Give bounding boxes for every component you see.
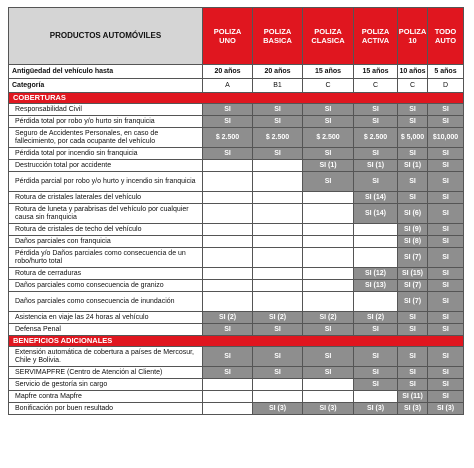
coverage-cell: SI — [428, 379, 464, 391]
row-label: Mapfre contra Mapfre — [9, 391, 203, 403]
coverage-cell: SI — [253, 347, 303, 367]
table-title: PRODUCTOS AUTOMÓVILES — [9, 8, 203, 65]
column-header-line: CLASICA — [311, 36, 345, 45]
coverage-cell: SI (3) — [303, 403, 354, 415]
empty-cell — [303, 280, 354, 292]
row-label: Servicio de gestoría sin cargo — [9, 379, 203, 391]
category-row — [9, 79, 464, 93]
table-row — [9, 236, 464, 248]
empty-cell — [253, 280, 303, 292]
coverage-cell: SI — [303, 104, 354, 116]
coverage-cell: SI (12) — [354, 268, 398, 280]
table-row — [9, 403, 464, 415]
coverage-cell: SI (3) — [398, 403, 428, 415]
empty-cell — [203, 268, 253, 280]
empty-cell — [203, 379, 253, 391]
coverage-cell: SI — [354, 172, 398, 192]
coverage-cell: SI — [303, 116, 354, 128]
coverage-cell: $ 2.500 — [354, 128, 398, 148]
coverage-cell: SI — [428, 367, 464, 379]
row-label: Daños parciales con franquicia — [9, 236, 203, 248]
coverage-cell: SI — [428, 292, 464, 312]
column-header-line: POLIZA — [263, 27, 292, 36]
empty-cell — [253, 172, 303, 192]
empty-cell — [253, 268, 303, 280]
coverage-cell: SI — [354, 324, 398, 336]
empty-cell — [303, 268, 354, 280]
empty-cell — [253, 292, 303, 312]
column-header-line: POLIZA — [213, 27, 242, 36]
empty-cell — [253, 379, 303, 391]
coverage-cell: SI — [428, 204, 464, 224]
age-value: 10 años — [398, 65, 428, 79]
coverage-cell: SI (1) — [303, 160, 354, 172]
table-row — [9, 160, 464, 172]
coverage-cell: SI — [203, 148, 253, 160]
coverage-cell: SI (2) — [203, 312, 253, 324]
coverage-cell: SI (13) — [354, 280, 398, 292]
column-header-poliza-uno — [203, 8, 253, 65]
column-header-poliza-10 — [398, 8, 428, 65]
empty-cell — [203, 280, 253, 292]
coverage-cell: SI — [428, 312, 464, 324]
table-row — [9, 104, 464, 116]
coverage-cell: SI (7) — [398, 280, 428, 292]
age-value: 20 años — [203, 65, 253, 79]
coverage-cell: $ 2.500 — [203, 128, 253, 148]
coverage-cell: SI — [398, 116, 428, 128]
coverage-cell: SI — [428, 347, 464, 367]
empty-cell — [253, 236, 303, 248]
table-row — [9, 347, 464, 367]
row-label: Daños parciales como consecuencia de granizo — [9, 280, 203, 292]
coverage-cell: SI — [428, 280, 464, 292]
age-value: 15 años — [354, 65, 398, 79]
section-header — [9, 336, 464, 347]
coverage-cell: SI — [428, 160, 464, 172]
table-row — [9, 292, 464, 312]
row-label: Bonificación por buen resultado — [9, 403, 203, 415]
coverage-cell: SI (14) — [354, 204, 398, 224]
coverage-cell: SI — [398, 172, 428, 192]
coverage-cell: SI (1) — [354, 160, 398, 172]
empty-cell — [203, 160, 253, 172]
column-header-line: TODO — [434, 27, 457, 36]
empty-cell — [203, 292, 253, 312]
coverage-cell: SI (7) — [398, 292, 428, 312]
column-header-line: BASICA — [263, 36, 292, 45]
coverage-cell: SI — [428, 224, 464, 236]
coverage-cell: $ 2.500 — [253, 128, 303, 148]
category-value: C — [303, 79, 354, 93]
coverage-cell: SI (9) — [398, 224, 428, 236]
empty-cell — [354, 292, 398, 312]
coverage-cell: SI — [398, 379, 428, 391]
empty-cell — [303, 224, 354, 236]
coverage-cell: SI (1) — [398, 160, 428, 172]
column-header-poliza-clasica — [303, 8, 354, 65]
empty-cell — [354, 224, 398, 236]
coverage-cell: SI — [354, 367, 398, 379]
empty-cell — [354, 248, 398, 268]
products-comparison-table-container — [8, 7, 464, 415]
coverage-cell: SI — [203, 324, 253, 336]
category-value: C — [354, 79, 398, 93]
column-header-line: 10 — [408, 36, 417, 45]
age-row-label: Antigüedad del vehículo hasta — [9, 65, 203, 79]
coverage-cell: SI — [203, 347, 253, 367]
row-label: Pérdida total por incendio sin franquicia — [9, 148, 203, 160]
coverage-cell: SI — [354, 148, 398, 160]
coverage-cell: $ 5,000 — [398, 128, 428, 148]
table-row — [9, 268, 464, 280]
coverage-cell: SI — [428, 324, 464, 336]
coverage-cell: SI — [354, 104, 398, 116]
row-label: Pérdida y/o Daños parciales como consecuencia de un robo/hurto total — [9, 248, 203, 268]
coverage-cell: SI — [303, 148, 354, 160]
empty-cell — [253, 391, 303, 403]
coverage-cell: SI — [253, 116, 303, 128]
coverage-cell: SI — [398, 312, 428, 324]
coverage-cell: SI — [303, 172, 354, 192]
row-label: Extensión automática de cobertura a países de Mercosur, Chile y Bolivia. — [9, 347, 203, 367]
coverage-cell: SI — [428, 172, 464, 192]
column-header-poliza-basica — [253, 8, 303, 65]
empty-cell — [253, 160, 303, 172]
coverage-cell: SI (6) — [398, 204, 428, 224]
coverage-cell: SI — [428, 236, 464, 248]
empty-cell — [303, 391, 354, 403]
empty-cell — [203, 172, 253, 192]
coverage-cell: SI — [428, 104, 464, 116]
coverage-cell: SI — [428, 391, 464, 403]
coverage-cell: SI — [354, 347, 398, 367]
empty-cell — [253, 204, 303, 224]
coverage-cell: SI — [398, 324, 428, 336]
row-label: Rotura de cristales de techo del vehículo — [9, 224, 203, 236]
coverage-cell: SI — [398, 347, 428, 367]
row-label: Asistencia en viaje las 24 horas al vehículo — [9, 312, 203, 324]
coverage-cell: SI — [428, 116, 464, 128]
column-header-line: POLIZA — [314, 27, 342, 36]
table-row — [9, 172, 464, 192]
table-row — [9, 192, 464, 204]
table-row — [9, 324, 464, 336]
row-label: Daños parciales como consecuencia de inundación — [9, 292, 203, 312]
empty-cell — [303, 192, 354, 204]
empty-cell — [303, 292, 354, 312]
coverage-cell: SI — [428, 248, 464, 268]
row-label: Pérdida parcial por robo y/o hurto y incendio sin franquicia — [9, 172, 203, 192]
row-label: Rotura de luneta y parabrisas del vehículo por cualquier causa sin franquicia — [9, 204, 203, 224]
empty-cell — [303, 204, 354, 224]
age-value: 20 años — [253, 65, 303, 79]
coverage-cell: SI — [354, 379, 398, 391]
coverage-cell: SI — [398, 148, 428, 160]
empty-cell — [253, 224, 303, 236]
table-row — [9, 391, 464, 403]
section-header — [9, 93, 464, 104]
age-value: 5 años — [428, 65, 464, 79]
coverage-cell: SI — [253, 104, 303, 116]
category-value: A — [203, 79, 253, 93]
empty-cell — [303, 236, 354, 248]
table-row — [9, 367, 464, 379]
coverage-cell: SI — [398, 104, 428, 116]
coverage-cell: SI — [203, 367, 253, 379]
empty-cell — [203, 391, 253, 403]
age-value: 15 años — [303, 65, 354, 79]
category-row-label: Categoría — [9, 79, 203, 93]
category-value: D — [428, 79, 464, 93]
table-row — [9, 116, 464, 128]
table-row — [9, 312, 464, 324]
coverage-cell: $ 2.500 — [303, 128, 354, 148]
table-row — [9, 128, 464, 148]
empty-cell — [354, 391, 398, 403]
table-row — [9, 379, 464, 391]
coverage-cell: SI — [203, 104, 253, 116]
products-comparison-table — [8, 7, 464, 415]
coverage-cell: SI — [253, 367, 303, 379]
row-label: Seguro de Accidentes Personales, en caso de fallecimiento, por cada ocupante del vehículo — [9, 128, 203, 148]
coverage-cell: SI — [203, 116, 253, 128]
column-header-line: POLIZA — [398, 27, 427, 36]
row-label: Defensa Penal — [9, 324, 203, 336]
table-row — [9, 280, 464, 292]
table-row — [9, 204, 464, 224]
table-row — [9, 248, 464, 268]
column-header-poliza-activa — [354, 8, 398, 65]
coverage-cell: SI — [428, 192, 464, 204]
column-header-line: UNO — [219, 36, 236, 45]
empty-cell — [203, 236, 253, 248]
column-header-line: POLIZA — [361, 27, 390, 36]
section-title: BENEFICIOS ADICIONALES — [9, 336, 464, 347]
coverage-cell: SI (2) — [354, 312, 398, 324]
row-label: SERVIMAPFRE (Centro de Atención al Cliente) — [9, 367, 203, 379]
empty-cell — [203, 224, 253, 236]
empty-cell — [203, 248, 253, 268]
coverage-cell: SI (3) — [253, 403, 303, 415]
coverage-cell: SI — [398, 192, 428, 204]
coverage-cell: SI (8) — [398, 236, 428, 248]
row-label: Rotura de cristales laterales del vehículo — [9, 192, 203, 204]
section-title: COBERTURAS — [9, 93, 464, 104]
coverage-cell: SI (3) — [354, 403, 398, 415]
empty-cell — [203, 192, 253, 204]
empty-cell — [354, 236, 398, 248]
coverage-cell: SI (2) — [253, 312, 303, 324]
row-label: Rotura de cerraduras — [9, 268, 203, 280]
row-label: Pérdida total por robo y/o hurto sin franquicia — [9, 116, 203, 128]
column-header-line: ACTIVA — [361, 36, 390, 45]
empty-cell — [303, 248, 354, 268]
header-row — [9, 8, 464, 65]
coverage-cell: SI — [428, 268, 464, 280]
coverage-cell: SI — [428, 148, 464, 160]
empty-cell — [253, 248, 303, 268]
coverage-cell: $10,000 — [428, 128, 464, 148]
coverage-cell: SI — [398, 367, 428, 379]
coverage-cell: SI (7) — [398, 248, 428, 268]
coverage-cell: SI (14) — [354, 192, 398, 204]
empty-cell — [203, 403, 253, 415]
coverage-cell: SI (3) — [428, 403, 464, 415]
coverage-cell: SI — [253, 324, 303, 336]
category-value: B1 — [253, 79, 303, 93]
coverage-cell: SI (2) — [303, 312, 354, 324]
coverage-cell: SI — [303, 324, 354, 336]
column-header-todo-auto — [428, 8, 464, 65]
row-label: Destrucción total por accidente — [9, 160, 203, 172]
coverage-cell: SI (15) — [398, 268, 428, 280]
age-row — [9, 65, 464, 79]
row-label: Responsabilidad Civil — [9, 104, 203, 116]
empty-cell — [253, 192, 303, 204]
empty-cell — [303, 379, 354, 391]
empty-cell — [203, 204, 253, 224]
coverage-cell: SI — [253, 148, 303, 160]
table-row — [9, 224, 464, 236]
coverage-cell: SI (11) — [398, 391, 428, 403]
coverage-cell: SI — [303, 367, 354, 379]
category-value: C — [398, 79, 428, 93]
column-header-line: AUTO — [434, 36, 457, 45]
coverage-cell: SI — [354, 116, 398, 128]
coverage-cell: SI — [303, 347, 354, 367]
table-row — [9, 148, 464, 160]
